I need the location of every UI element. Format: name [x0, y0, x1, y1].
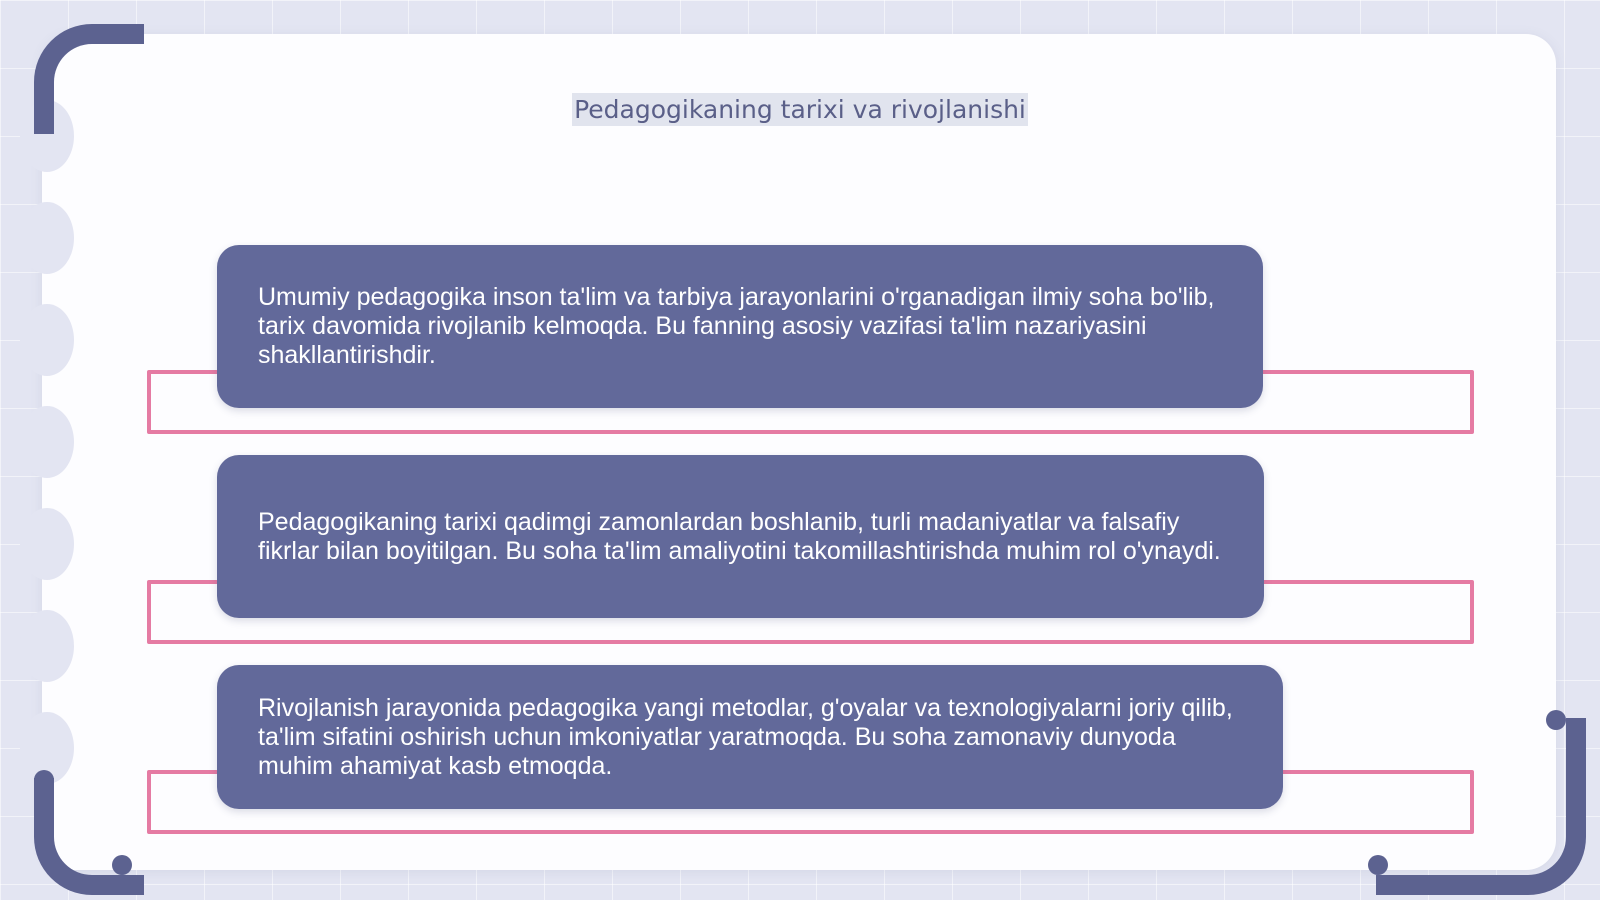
item-3-text: Rivojlanish jarayonida pedagogika yangi metodlar, g'oyalar va texnologiyalarni joriy qilib, ta'lim sifatini oshirish uchun imkoniyatlar yaratmoqda. Bu soha zamonaviy dunyoda muhim ahamiyat kasb etmoqda.	[258, 693, 1233, 780]
slide-title: Pedagogikaning tarixi va rivojlanishi	[574, 95, 1026, 124]
scallop-decoration	[20, 304, 74, 376]
item-2-text: Pedagogikaning tarixi qadimgi zamonlardan boshlanib, turli madaniyatlar va falsafiy fikrlar bilan boyitilgan. Bu soha ta'lim amaliyotini takomillashtirishda muhim rol o'ynaydi.	[258, 507, 1221, 565]
corner-bracket-bottom-left	[34, 778, 144, 895]
item-2-card	[217, 455, 1264, 618]
item-1-card	[217, 245, 1263, 408]
bracket-cap	[112, 855, 132, 875]
bracket-cap	[34, 770, 54, 790]
scallop-decoration	[20, 508, 74, 580]
item-3-card	[217, 665, 1283, 809]
scallop-decoration	[20, 406, 74, 478]
scallop-decoration	[20, 610, 74, 682]
item-1-text: Umumiy pedagogika inson ta'lim va tarbiya jarayonlarini o'rganadigan ilmiy soha bo'lib, tarix davomida rivojlanib kelmoqda. Bu fanning asosiy vazifasi ta'lim nazariyasini shakllantirishdir.	[258, 283, 1215, 369]
bracket-cap	[1368, 855, 1388, 875]
scallop-decoration	[20, 202, 74, 274]
bracket-cap	[86, 24, 106, 44]
bracket-cap	[1546, 710, 1566, 730]
